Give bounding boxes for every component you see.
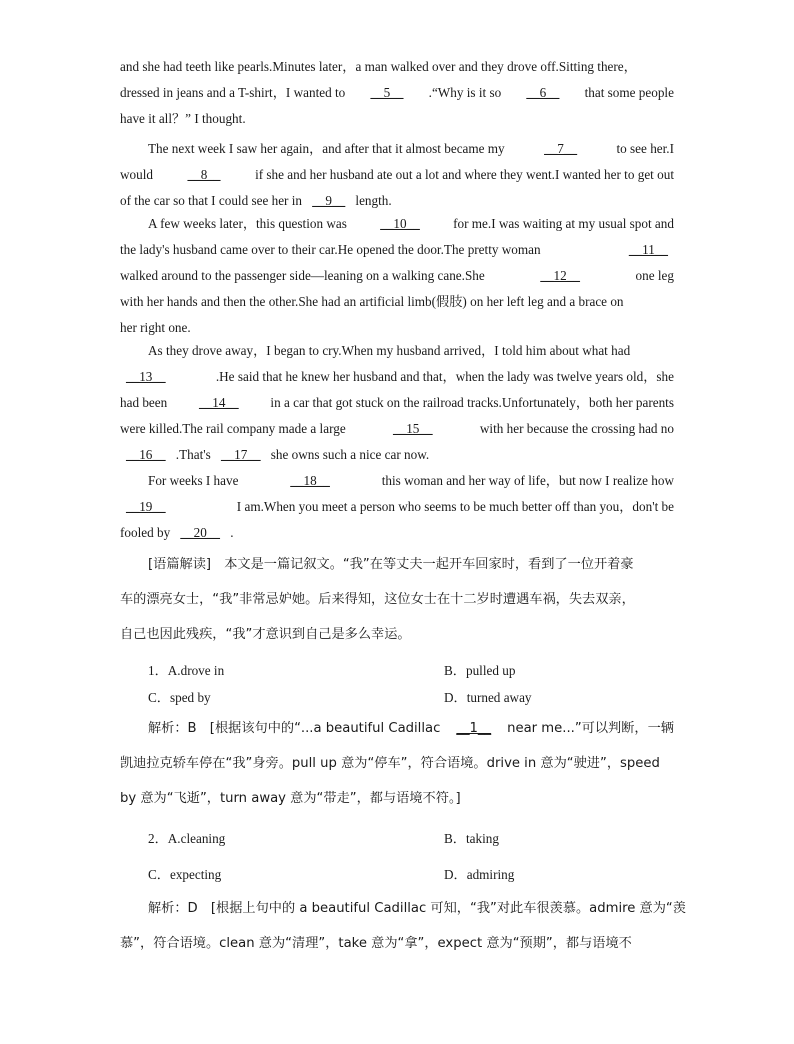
text-line [120,468,674,494]
text-run: The next week I saw her again，and after that it almost became my [148,141,505,156]
text-run: 慕”，符合语境。clean 意为“清理”，take 意为“拿”，expect 意为“预期”，都与语境不 [120,936,632,951]
text-run: with her because the crossing had no [479,421,674,436]
passage-paragraph-1 [120,54,674,132]
text-run: [语篇解读] 本文是一篇记叙文。“我”在等丈夫一起开车回家时，看到了一位开着豪 [148,557,634,572]
text-line [120,582,674,617]
question-2-analysis [120,891,686,961]
text-line [120,617,674,652]
text-run: were killed.The rail company made a large [120,421,346,436]
text-run: by 意为“飞逝”，turn away 意为“带走”，都与语境不符。] [120,791,461,806]
text-line [120,442,674,468]
text-run: dressed in jeans and a T-shirt，I wanted to [120,85,346,100]
option-a: 1．A.drove in [148,663,225,678]
blank-12: __12__ [540,268,580,283]
text-line [120,547,674,582]
blank-19: __19__ [126,499,166,514]
text-run: fooled by [120,525,171,540]
text-line [120,237,674,263]
text-line [120,520,674,546]
option-c: C．expecting [148,867,222,882]
text-line [120,926,674,961]
text-run: 自己也因此残疾，“我”才意识到自己是多么幸运。 [120,627,411,642]
text-line [120,711,674,746]
text-run: near me...”可以判断，一辆 [507,721,674,736]
text-run: her right one. [120,320,191,335]
blank-10: __10__ [380,216,420,231]
text-run: of the car so that I could see her in [120,193,302,208]
option-d: D．turned away [444,690,532,705]
text-line [120,390,674,416]
text-line [120,494,674,520]
text-run: that some people [584,85,674,100]
text-run: with her hands and then the other.She had an artificial limb(假肢) on her left leg and a brace on [120,294,624,309]
text-run: 凯迪拉克轿车停在“我”身旁。pull up 意为“停车”，符合语境。drive in 意为“驶进”，speed [120,756,660,771]
text-line [120,106,674,132]
text-run: A few weeks later，this question was [148,216,347,231]
text-run: .That's [175,447,211,462]
text-run: if she and her husband ate out a lot and where they went.I wanted her to get out [255,167,674,182]
text-run: For weeks I have [148,473,239,488]
blank-20: __20__ [180,525,220,540]
text-line [120,289,674,315]
passage-paragraph-3 [120,211,674,341]
blank-9: __9__ [312,193,346,208]
blank-8: __8__ [187,167,221,182]
text-run: length. [355,193,392,208]
text-run: would [120,167,153,182]
text-run: walked around to the passenger side—leaning on a walking cane.She [120,268,485,283]
text-line [120,211,674,237]
blank-11: __11__ [628,242,668,257]
text-run: .He said that he knew her husband and that，when the lady was twelve years old，she [215,369,674,384]
text-line [120,54,674,80]
text-line [120,263,674,289]
text-run: have it all？” I thought. [120,111,246,126]
option-c: C．sped by [148,690,211,705]
text-line [120,162,674,188]
blank-1: __1__ [456,721,492,736]
passage-analysis [120,547,674,652]
text-line [120,136,674,162]
blank-14: __14__ [199,395,239,410]
text-line [120,781,674,816]
blank-6: __6__ [526,85,560,100]
text-line [120,416,674,442]
text-line [120,891,686,926]
text-line [120,338,674,364]
question-1-analysis [120,711,674,816]
text-run: . [230,525,234,540]
text-run: and she had teeth like pearls.Minutes later，a man walked over and they drove off.Sitting there， [120,59,637,74]
text-run: 解析：B [根据该句中的“...a beautiful Cadillac [148,721,441,736]
text-run: for me.I was waiting at my usual spot and [453,216,674,231]
text-run: she owns such a nice car now. [270,447,430,462]
blank-5: __5__ [370,85,404,100]
option-b: B．taking [444,831,499,846]
text-run: .“Why is it so [428,85,502,100]
text-run: I am.When you meet a person who seems to be much better off than you，don't be [236,499,674,514]
text-run: one leg [635,268,674,283]
passage-paragraph-2 [120,136,674,214]
text-line [120,746,674,781]
blank-17: __17__ [220,447,261,462]
blank-15: __15__ [393,421,433,436]
blank-7: __7__ [544,141,578,156]
passage-paragraph-5 [120,468,674,546]
option-b: B．pulled up [444,663,516,678]
text-run: the lady's husband came over to their car.He opened the door.The pretty woman [120,242,541,257]
text-run: in a car that got stuck on the railroad tracks.Unfortunately，both her parents [270,395,674,410]
text-run: As they drove away，I began to cry.When my husband arrived，I told him about what had [148,343,631,358]
blank-18: __18__ [290,473,330,488]
text-run: 车的漂亮女士，“我”非常忌妒她。后来得知，这位女士在十二岁时遭遇车祸，失去双亲， [120,592,635,607]
blank-13: __13__ [126,369,166,384]
option-a: 2．A.cleaning [148,831,226,846]
text-run: this woman and her way of life，but now I realize how [381,473,674,488]
blank-16: __16__ [126,447,166,462]
text-run: 解析：D [根据上句中的 a beautiful Cadillac 可知，“我”对此车很羡慕。admire 意为“羡 [148,901,686,916]
text-run: to see her.I [616,141,674,156]
text-line [120,364,674,390]
option-d: D．admiring [444,867,515,882]
passage-paragraph-4 [120,338,674,468]
text-run: had been [120,395,168,410]
text-line [120,80,674,106]
